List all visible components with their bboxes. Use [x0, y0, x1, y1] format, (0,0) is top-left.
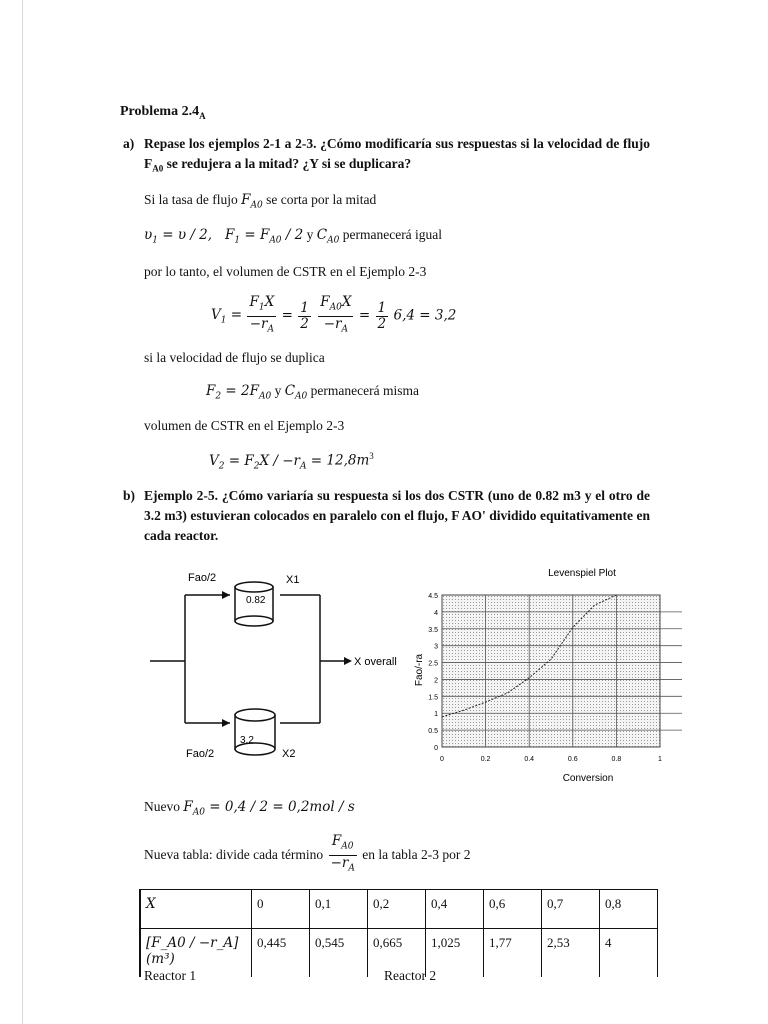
- table-row-header-x: X: [140, 890, 252, 929]
- table-cell: 0,2: [368, 890, 426, 929]
- table-cell: 0,665: [368, 929, 426, 978]
- table-cell: 0,4: [426, 890, 484, 929]
- bottom-feed-label: Fao/2: [186, 748, 215, 760]
- data-table: [139, 889, 658, 977]
- top-feed-label: Fao/2: [188, 572, 217, 584]
- reactor-bottom-icon: [235, 709, 275, 755]
- nuevo-line: Nuevo $F_{A0} = 0,4 / 2 = 0,2mol / s$: [144, 799, 355, 818]
- levenspiel-chart: [410, 560, 700, 790]
- top-conversion-label: X1: [286, 574, 300, 586]
- reactor-2-label: Reactor 2: [384, 968, 437, 983]
- equation-4: $V_2 = F_2X / -r_A = 12,8m^3$: [209, 451, 374, 472]
- table-cell: 0,8: [600, 890, 658, 929]
- equation-3: $F_2 = 2F_{A0}$ y $C_{A0}$ permanecerá misma: [206, 383, 419, 402]
- table-cell: 0,1: [310, 890, 368, 929]
- line-volume-1: por lo tanto, el volumen de CSTR en el Ejemplo 2-3: [144, 264, 427, 279]
- table-cell: 0: [252, 890, 310, 929]
- x-tick-label: 1: [658, 756, 662, 763]
- table-cell: 1,025: [426, 929, 484, 978]
- table-row: [140, 890, 658, 929]
- top-feed-arrow: [222, 591, 230, 599]
- top-volume-label: 0.82: [246, 595, 266, 606]
- chart-title: Levenspiel Plot: [548, 568, 616, 579]
- question-a: a) Repase los ejemplos 2-1 a 2-3. ¿Cómo modificaría sus respuestas si la velocidad de flujo $F_{A0}$ se redujera a la mitad? ¿Y si se duplicara?: [123, 136, 650, 174]
- y-axis-ticks: [428, 593, 438, 752]
- page-edge: [22, 0, 23, 1024]
- table-cell: 0,445: [252, 929, 310, 978]
- table-cell: 1,77: [484, 929, 542, 978]
- plot-area: [442, 595, 660, 747]
- x-axis-ticks: [440, 756, 662, 763]
- question-b: b) Ejemplo 2-5. ¿Cómo variaría su respuesta si los dos CSTR (uno de 0.82 m3 y el otro de 3.2 m3) estuvieran colocados en paralelo con el flujo, F AO' dividido equitativamente en cada reactor.: [123, 488, 650, 543]
- line-flow-half: Si la tasa de flujo $F_{A0}$ se corta por la mitad: [144, 192, 377, 211]
- x-tick-label: 0.2: [480, 756, 491, 763]
- question-a-label: a): [123, 136, 135, 151]
- y-tick-label: 1.5: [428, 694, 438, 702]
- x-tick-label: 0: [440, 756, 444, 763]
- table-cell: 2,53: [542, 929, 600, 978]
- y-tick-label: 3: [434, 643, 438, 651]
- y-tick-label: 0: [434, 745, 438, 752]
- table-cell: 0,7: [542, 890, 600, 929]
- reactor-1-label: Reactor 1: [144, 968, 197, 983]
- bottom-feed-arrow: [222, 719, 230, 727]
- parallel-reactor-diagram: [150, 565, 405, 765]
- equation-1: $\upsilon_1 = \upsilon / 2$, $F_1 = F_{A0} / 2$ y $C_{A0}$ permanecerá igual: [144, 227, 443, 246]
- tabla-line: Nueva tabla: divide cada término $\frac{F_{A0}}{-r_A}$ en la tabla 2-3 por 2: [144, 833, 471, 874]
- y-tick-label: 2.5: [428, 660, 438, 668]
- table-cell: 0,545: [310, 929, 368, 978]
- y-tick-label: 2: [434, 677, 438, 685]
- y-tick-label: 1: [434, 711, 438, 719]
- table-cell: 4: [600, 929, 658, 978]
- bottom-volume-label: 3.2: [240, 735, 254, 746]
- x-tick-label: 0.6: [567, 756, 578, 763]
- bottom-conversion-label: X2: [282, 748, 296, 760]
- y-axis-label: Fao/-ra: [414, 653, 425, 687]
- question-b-label: b): [123, 488, 136, 503]
- x-tick-label: 0.4: [524, 756, 535, 763]
- x-axis-label: Conversion: [562, 773, 614, 784]
- line-flow-double: si la velocidad de flujo se duplica: [144, 350, 325, 365]
- y-tick-label: 4.5: [428, 593, 438, 600]
- y-tick-label: 0.5: [428, 728, 438, 736]
- y-tick-label: 3.5: [428, 626, 438, 634]
- x-tick-label: 0.8: [611, 756, 622, 763]
- equation-2: $V_1$ = $\frac{F_1X}{-r_A}$ = $\frac{1}{2}$ $\frac{F_{A0}X}{-r_A}$ = $\frac{1}{2}$ 6,4 = 3,2: [211, 294, 457, 335]
- outlet-label: X overall: [354, 656, 397, 668]
- table-row-header-ratio: [F_A0 / −r_A](m³): [140, 929, 252, 978]
- problem-title: Problema $2.4_A$: [120, 104, 206, 121]
- outlet-arrow: [344, 657, 352, 665]
- y-tick-label: 4: [434, 609, 438, 617]
- line-volume-2: volumen de CSTR en el Ejemplo 2-3: [144, 418, 345, 433]
- table-cell: 0,6: [484, 890, 542, 929]
